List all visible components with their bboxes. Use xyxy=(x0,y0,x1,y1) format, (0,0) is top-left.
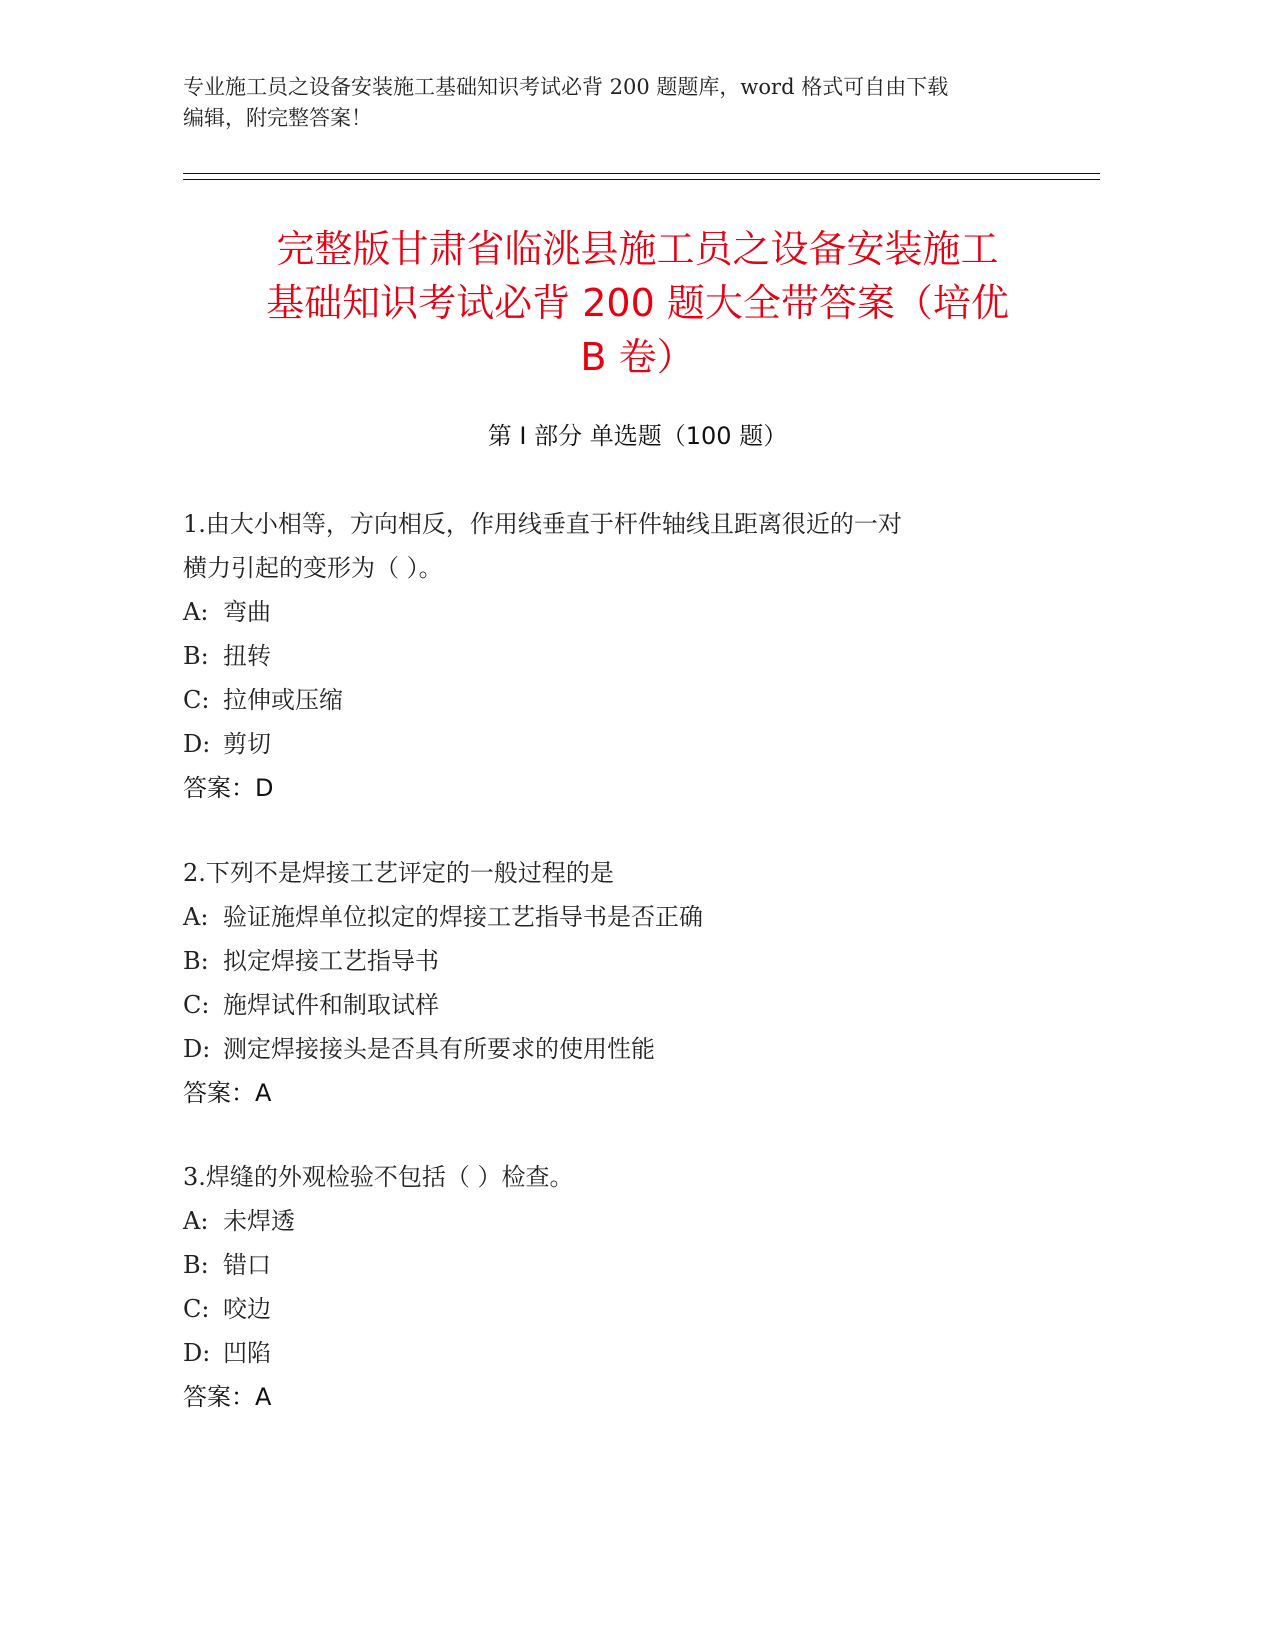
title-line-1: 完整版甘肃省临洮县施工员之设备安装施工 xyxy=(276,227,999,271)
option-c xyxy=(183,1287,1083,1331)
option-text: 验证施焊单位拟定的焊接工艺指导书是否正确 xyxy=(223,903,703,931)
option-c xyxy=(183,983,1083,1027)
question-stem-line-1: 1.由大小相等，方向相反，作用线垂直于杆件轴线且距离很近的一对 xyxy=(183,510,902,538)
option-d xyxy=(183,722,1083,766)
question-stem-line-1: 2.下列不是焊接工艺评定的一般过程的是 xyxy=(183,859,614,887)
option-a xyxy=(183,895,1083,939)
option-key: D: xyxy=(183,1035,211,1063)
option-key: A: xyxy=(183,598,209,626)
question-2 xyxy=(183,851,1083,1115)
title-line-3: B 卷） xyxy=(580,335,695,379)
option-key: B: xyxy=(183,1251,209,1279)
option-key: C: xyxy=(183,991,210,1019)
option-key: A: xyxy=(183,1207,209,1235)
option-key: B: xyxy=(183,642,209,670)
header-note-line-1: 专业施工员之设备安装施工基础知识考试必背 200 题题库，word 格式可自由下载 xyxy=(183,75,949,99)
option-key: C: xyxy=(183,686,210,714)
option-text: 咬边 xyxy=(223,1295,271,1323)
option-text: 拟定焊接工艺指导书 xyxy=(223,947,439,975)
answer-line: 答案：A xyxy=(183,1079,272,1107)
question-1 xyxy=(183,502,1083,810)
option-text: 凹陷 xyxy=(223,1339,271,1367)
option-text: 施焊试件和制取试样 xyxy=(223,991,439,1019)
question-stem-line-1: 3.焊缝的外观检验不包括（ ）检查。 xyxy=(183,1163,574,1191)
option-key: D: xyxy=(183,1339,211,1367)
answer-line: 答案：A xyxy=(183,1383,272,1411)
option-text: 拉伸或压缩 xyxy=(223,686,343,714)
option-b xyxy=(183,1243,1083,1287)
option-text: 错口 xyxy=(223,1251,271,1279)
option-d xyxy=(183,1331,1083,1375)
option-key: C: xyxy=(183,1295,210,1323)
option-d xyxy=(183,1027,1083,1071)
option-a xyxy=(183,1199,1083,1243)
answer-line: 答案：D xyxy=(183,774,274,802)
option-key: D: xyxy=(183,730,211,758)
section-heading: 第 I 部分 单选题（100 题） xyxy=(487,422,788,450)
option-text: 未焊透 xyxy=(223,1207,295,1235)
option-key: B: xyxy=(183,947,209,975)
option-text: 剪切 xyxy=(223,730,271,758)
option-text: 测定焊接接头是否具有所要求的使用性能 xyxy=(223,1035,655,1063)
title-line-2: 基础知识考试必背 200 题大全带答案（培优 xyxy=(266,281,1009,325)
document-title xyxy=(150,222,1125,384)
option-c xyxy=(183,678,1083,722)
header-note xyxy=(183,72,1083,134)
option-text: 扭转 xyxy=(223,642,271,670)
option-a xyxy=(183,590,1083,634)
option-b xyxy=(183,939,1083,983)
header-note-line-2: 编辑，附完整答案！ xyxy=(183,106,372,130)
question-3 xyxy=(183,1155,1083,1419)
header-divider-bottom xyxy=(183,179,1100,180)
option-text: 弯曲 xyxy=(223,598,271,626)
header-divider-top xyxy=(183,173,1100,174)
option-b xyxy=(183,634,1083,678)
question-stem-line-2: 横力引起的变形为（ ）。 xyxy=(183,554,443,582)
option-key: A: xyxy=(183,903,209,931)
